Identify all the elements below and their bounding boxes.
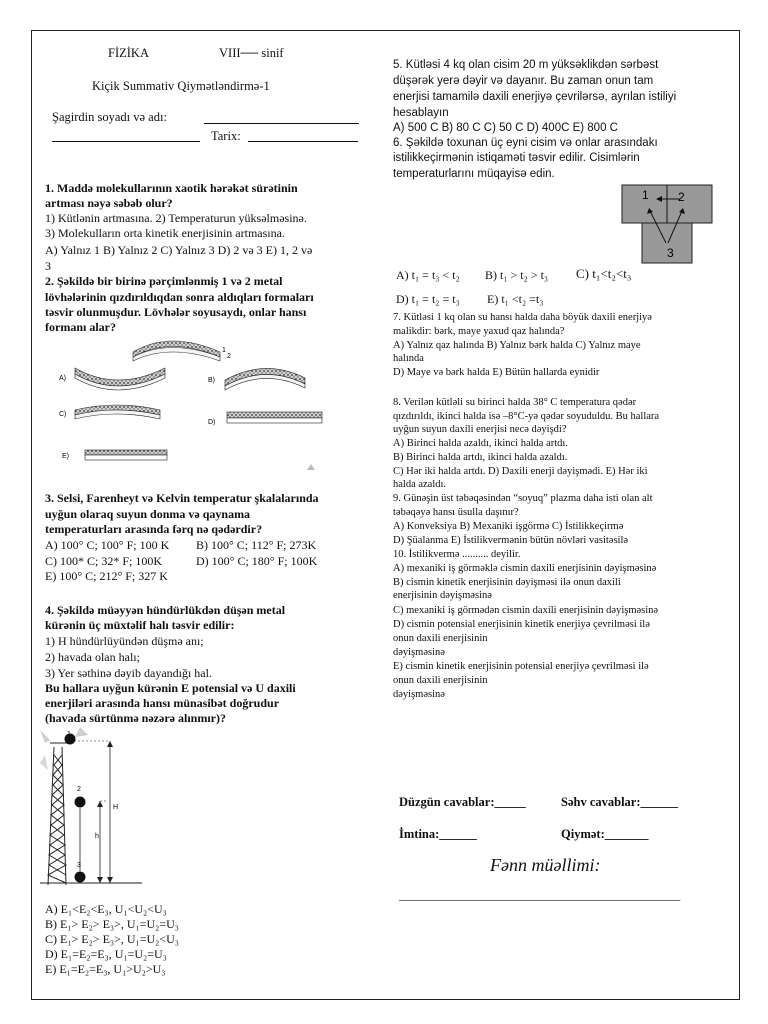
q5-line: hesablayın [393, 107, 449, 119]
q6-option-b: B) t₁ > t₂ > t₃ [485, 268, 549, 282]
q3-option-c: C) 100* C; 32* F; 100K [45, 554, 163, 568]
q2-line: lövhələrinin qızdırıldıqdan sonra aldıqları formaları [45, 290, 314, 304]
q10-line: A) mexaniki iş görməklə cismin daxili enerjisinin dəyişməsinə [393, 563, 657, 574]
q5-options: A) 500 C B) 80 C C) 50 C D) 400C E) 800 C [393, 122, 618, 134]
q4-option-a: A) E₁<E₂<E₃, U₁<U₂<U₃ [45, 902, 167, 916]
q7-line: malikdir: bərk, maye yaxud qaz halında? [393, 326, 565, 337]
q1-line: 1. Maddə molekullarının xaotik hərəkət sürətinin [45, 181, 298, 195]
option-A-label: A) [59, 375, 66, 382]
height-h-label: h [95, 833, 99, 840]
grade-field[interactable]: Qiymət:_______ [561, 827, 649, 841]
q6-line: 6. Şəkildə toxunan üç eyni cisim və onlar arasındakı [393, 137, 658, 149]
q1-line: artması nəyə səbəb olur? [45, 196, 173, 210]
q3-option-a: A) 100° C; 100° F; 100 K [45, 538, 170, 552]
option-E-label: E) [62, 453, 69, 460]
option-D-label: D) [208, 419, 216, 426]
q6-option-a: A) t₁ = t₃ < t₂ [396, 268, 460, 282]
q4-line: 4. Şəkildə müəyyən hündürlükdən düşən metal [45, 603, 286, 617]
bimetal-strips-figure [55, 330, 335, 470]
q10-line: enerjisinin dəyişməsinə [393, 590, 492, 601]
student-name-label: Şagirdin soyadı və adı: [52, 110, 167, 124]
page-title: Kiçik Summativ Qiymətləndirmə-1 [92, 79, 270, 93]
q7-line: D) Maye və bərk halda E) Bütün hallarda eynidir [393, 367, 600, 378]
q3-option-e: E) 100° C; 212° F; 327 K [45, 569, 168, 583]
subject-label: FİZİKA [108, 46, 149, 60]
q4-line: Bu hallara uyğun kürənin E potensial və U daxili [45, 681, 296, 695]
q8-line: 8. Verilən kütləli su birinci halda 38° C temperatura qədər [393, 397, 637, 408]
q6-option-d: D) t₁ = t₂ = t₃ [396, 292, 460, 306]
q2-line: formanı alar? [45, 320, 116, 334]
date-label: Tarix: [211, 129, 241, 143]
q7-line: 7. Kütləsi 1 kq olan su hansı halda daha böyük daxili enerjiyə [393, 312, 652, 323]
wrong-answers-field[interactable]: Səhv cavablar:______ [561, 795, 679, 809]
q4-option-b: B) E₁> E₂> E₃>, U₁=U₂=U₃ [45, 917, 179, 931]
date-field[interactable] [248, 141, 358, 142]
ball-label-2: 2 [77, 786, 81, 793]
ball-position-2 [75, 797, 86, 808]
q6-option-e: E) t₁ <t₂ =t₃ [487, 292, 544, 306]
q10-line: dəyişməsinə [393, 689, 445, 700]
strip-label-1: 1 [222, 347, 226, 354]
ball-position-3 [75, 872, 86, 883]
q6-option-c: C) t₁<t₂<t₃ [576, 266, 632, 281]
strip-original [133, 341, 231, 361]
teacher-signature-line[interactable]: _____________________________________________ [399, 888, 681, 902]
grade-label: VIII── sinif [219, 46, 284, 60]
q8-line: B) Birinci halda artdı, ikinci halda azaldı. [393, 452, 568, 463]
q8-line: uyğun suyun daxili enerjisi necə dəyişdi? [393, 424, 567, 435]
q5-line: düşərək yerə dəyir və dayanır. Bu zaman onun tam [393, 75, 654, 87]
q9-line: D) Şüalanma E) İstilikvermənin bütün növləri vasitəsilə [393, 535, 629, 546]
strip-label-2: 2 [227, 353, 231, 360]
student-name-field[interactable] [204, 123, 359, 124]
strip-D [227, 412, 322, 418]
q4-line: 1) H hündürlüyündən düşmə anı; [45, 634, 204, 648]
q3-line: 3. Selsi, Farenheyt və Kelvin temperatur şkalalarında [45, 491, 319, 505]
q3-line: temperaturları arasında fərq nə qədərdir? [45, 522, 263, 536]
student-name-field-continued[interactable] [52, 141, 200, 142]
q4-line: 2) havada olan halı; [45, 650, 140, 664]
q9-line: A) Konveksiya B) Mexaniki işgörmə C) İstilikkeçirmə [393, 521, 624, 532]
q10-line: dəyişməsinə [393, 647, 445, 658]
q8-line: C) Hər iki halda artdı. D) Daxili enerji dəyişmədi. E) Hər iki [393, 466, 648, 477]
q9-line: təbəqəyə hansı üsulla daşınır? [393, 507, 519, 518]
body-label-1: 1 [642, 188, 649, 202]
q2-line: təsvir olunmuşdur. Lövhələr soyusaydı, onlar hansı [45, 305, 307, 319]
option-C-label: C) [59, 411, 67, 418]
option-B-label: B) [208, 377, 215, 384]
height-H-label: H [113, 804, 119, 811]
q8-line: qızdırıldı, ikinci halda isə –8°C-yə qədər soyuduldu. Bu hallara [393, 411, 660, 422]
refusal-field[interactable]: İmtina:______ [399, 827, 477, 841]
q8-line: halda azaldı. [393, 479, 447, 490]
q10-line: E) cismin kinetik enerjisinin potensial enerjiyə çevrilməsi ilə [393, 661, 649, 672]
strip-E [85, 450, 167, 455]
tower-icon [48, 743, 68, 885]
q4-line: kürənin üç müxtəlif halı təsvir edilir: [45, 618, 235, 632]
ball-label-3: 3 [77, 862, 81, 869]
q2-line: 2. Şəkildə bir birinə pərçimlənmiş 1 və 2 metal [45, 274, 283, 288]
q4-line: enerjiləri arasında hansı münasibət doğrudur [45, 696, 280, 710]
q3-option-d: D) 100° C; 180° F; 100K [196, 554, 318, 568]
falling-ball-figure [40, 725, 150, 895]
q6-line: istilikkeçirmənin istiqaməti təsvir edilir. Cisimlərin [393, 152, 640, 164]
q5-line: enerjisi tamamilə daxili enerjiyə çevrilərsə, ayrılan istiliyi [393, 91, 677, 103]
correct-answers-field[interactable]: Düzgün cavablar:_____ [399, 795, 526, 809]
q10-line: 10. İstilikvermə .......... deyilir. [393, 549, 521, 560]
q4-option-c: C) E₁> E₂> E₃>, U₁=U₂<U₃ [45, 932, 179, 946]
body-label-2: 2 [678, 190, 685, 204]
heat-transfer-figure [620, 183, 715, 265]
ball-label-1: 1 [67, 731, 71, 738]
q4-option-d: D) E₁=E₂=E₃, U₁=U₂=U₃ [45, 947, 167, 961]
q3-option-b: B) 100° C; 112° F; 273K [196, 538, 317, 552]
q8-line: A) Birinci halda azaldı, ikinci halda artdı. [393, 438, 568, 449]
body-2 [667, 185, 712, 223]
teacher-label: Fənn müəllimi: [490, 855, 601, 875]
q4-line: 3) Yer səthinə dəyib dayandığı hal. [45, 666, 212, 680]
q6-line: temperaturlarını müqayisə edin. [393, 168, 555, 180]
body-label-3: 3 [667, 246, 674, 260]
q9-line: 9. Günəşin üst təbəqəsindən “soyuq” plazma daha isti olan alt [393, 493, 653, 504]
q5-line: 5. Kütləsi 4 kq olan cisim 20 m yüksəklikdən sərbəst [393, 59, 659, 71]
q10-line: B) cismin kinetik enerjisinin dəyişməsi ilə onun daxili [393, 577, 621, 588]
q1-line: 3) Molekulların orta kinetik enerjisinin artmasına. [45, 226, 285, 240]
q1-line: 3 [45, 259, 51, 273]
q10-line: onun daxili enerjisinin [393, 633, 488, 644]
q7-line: halında [393, 353, 424, 364]
q1-line: 1) Kütlənin artmasına. 2) Temperaturun yüksəlməsinə. [45, 211, 307, 225]
q1-options: A) Yalnız 1 B) Yalnız 2 C) Yalnız 3 D) 2 və 3 E) 1, 2 və [45, 243, 313, 257]
q10-line: C) mexaniki iş görmədən cismin daxili enerjisinin dəyişməsinə [393, 605, 659, 616]
q3-line: uyğun olaraq suyun donma və qaynama [45, 507, 251, 521]
q10-line: D) cismin potensial enerjisinin kinetik enerjiyə çevrilməsi ilə [393, 619, 650, 630]
q7-line: A) Yalnız qaz halında B) Yalnız bərk halda C) Yalnız maye [393, 340, 641, 351]
q4-option-e: E) E₁=E₂=E₃, U₁>U₂>U₃ [45, 962, 166, 976]
q4-line: (havada sürtünmə nəzərə alınmır)? [45, 711, 226, 725]
q10-line: onun daxili enerjisinin [393, 675, 488, 686]
